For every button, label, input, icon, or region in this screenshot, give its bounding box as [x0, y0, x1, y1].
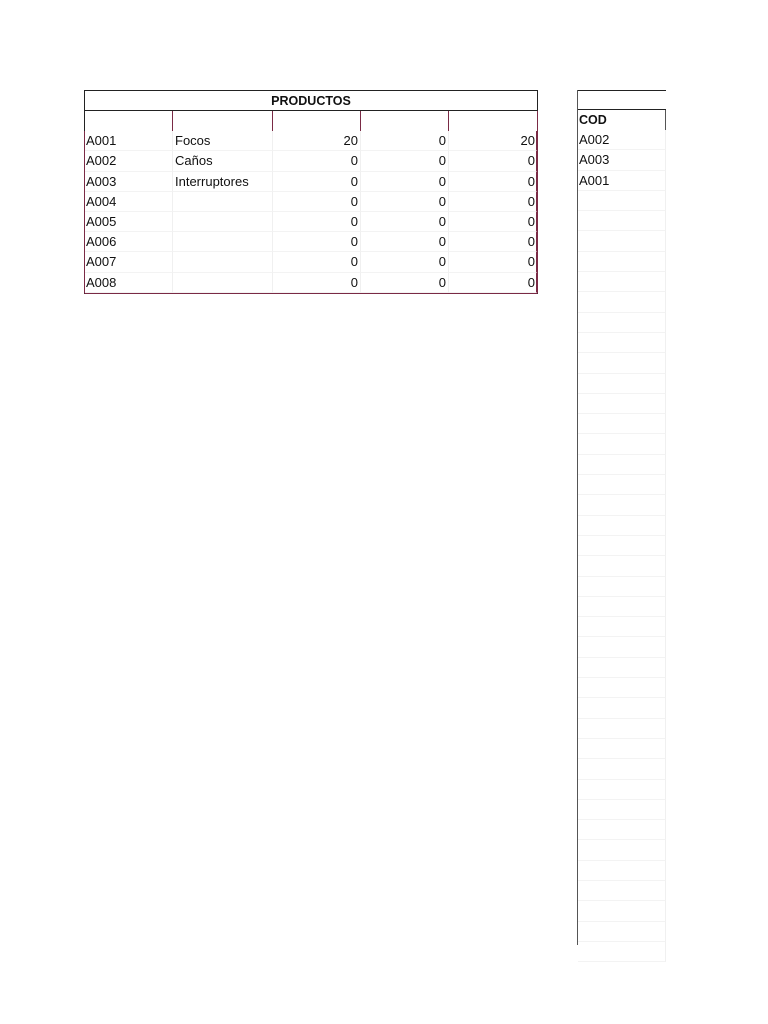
table-row [85, 212, 537, 232]
cod-cell[interactable] [578, 698, 666, 718]
cod-cell[interactable]: A002 [578, 130, 666, 150]
header-cell[interactable] [361, 111, 449, 131]
cod-cell[interactable] [578, 394, 666, 414]
cod-cell[interactable] [578, 191, 666, 211]
value-cell[interactable]: 0 [361, 212, 449, 232]
code-cell[interactable]: A002 [85, 151, 173, 171]
cod-cell[interactable] [578, 455, 666, 475]
products-right-border [537, 111, 538, 293]
value-cell[interactable]: 0 [273, 273, 361, 293]
code-cell[interactable]: A003 [85, 172, 173, 192]
cod-cell[interactable] [578, 678, 666, 698]
value-cell[interactable]: 0 [449, 212, 537, 232]
cod-cell[interactable] [578, 495, 666, 515]
cod-cell[interactable] [578, 881, 666, 901]
products-table [84, 90, 538, 294]
name-cell[interactable]: Focos [173, 131, 273, 151]
code-cell[interactable]: A001 [85, 131, 173, 151]
cod-cell[interactable] [578, 333, 666, 353]
value-cell[interactable]: 0 [273, 232, 361, 252]
value-cell[interactable]: 0 [273, 252, 361, 272]
products-title: PRODUCTOS [85, 91, 537, 111]
table-row [85, 252, 537, 272]
code-cell[interactable]: A006 [85, 232, 173, 252]
cod-cell[interactable] [578, 800, 666, 820]
value-cell[interactable]: 0 [273, 212, 361, 232]
cod-cell[interactable] [578, 516, 666, 536]
cod-cell[interactable]: A003 [578, 150, 666, 170]
name-cell[interactable] [173, 273, 273, 293]
cod-table [577, 90, 666, 945]
value-cell[interactable]: 0 [361, 172, 449, 192]
cod-header[interactable]: COD [578, 110, 666, 130]
cod-cell[interactable] [578, 475, 666, 495]
cod-cell[interactable] [578, 922, 666, 942]
code-cell[interactable]: A005 [85, 212, 173, 232]
value-cell[interactable]: 20 [273, 131, 361, 151]
code-cell[interactable]: A008 [85, 273, 173, 293]
cod-cell[interactable] [578, 861, 666, 881]
cod-cell[interactable] [578, 252, 666, 272]
cod-table-top-border [578, 90, 666, 110]
products-header-row [85, 111, 537, 131]
products-left-border [84, 131, 85, 293]
cod-rows [578, 130, 666, 962]
header-cell[interactable] [449, 111, 537, 131]
value-cell[interactable]: 0 [273, 151, 361, 171]
cod-cell[interactable] [578, 617, 666, 637]
table-row [85, 192, 537, 212]
value-cell[interactable]: 0 [449, 151, 537, 171]
value-cell[interactable]: 0 [449, 252, 537, 272]
cod-cell[interactable] [578, 434, 666, 454]
cod-cell[interactable] [578, 759, 666, 779]
value-cell[interactable]: 0 [449, 273, 537, 293]
name-cell[interactable] [173, 212, 273, 232]
cod-cell[interactable] [578, 374, 666, 394]
header-cell[interactable] [85, 111, 173, 131]
table-row [85, 151, 537, 171]
cod-cell[interactable] [578, 719, 666, 739]
value-cell[interactable]: 0 [361, 252, 449, 272]
name-cell[interactable] [173, 232, 273, 252]
name-cell[interactable] [173, 192, 273, 212]
cod-cell[interactable] [578, 313, 666, 333]
cod-cell[interactable] [578, 211, 666, 231]
cod-cell[interactable] [578, 292, 666, 312]
value-cell[interactable]: 0 [273, 172, 361, 192]
value-cell[interactable]: 20 [449, 131, 537, 151]
cod-cell[interactable] [578, 840, 666, 860]
cod-cell[interactable] [578, 820, 666, 840]
value-cell[interactable]: 0 [449, 232, 537, 252]
cod-cell[interactable] [578, 577, 666, 597]
value-cell[interactable]: 0 [361, 273, 449, 293]
code-cell[interactable]: A007 [85, 252, 173, 272]
code-cell[interactable]: A004 [85, 192, 173, 212]
cod-cell[interactable] [578, 414, 666, 434]
value-cell[interactable]: 0 [361, 192, 449, 212]
cod-cell[interactable] [578, 637, 666, 657]
table-row [85, 131, 537, 151]
cod-cell[interactable] [578, 597, 666, 617]
table-row [85, 172, 537, 192]
value-cell[interactable]: 0 [449, 192, 537, 212]
cod-cell[interactable]: A001 [578, 171, 666, 191]
value-cell[interactable]: 0 [361, 232, 449, 252]
cod-cell[interactable] [578, 739, 666, 759]
name-cell[interactable]: Caños [173, 151, 273, 171]
cod-cell[interactable] [578, 901, 666, 921]
value-cell[interactable]: 0 [361, 131, 449, 151]
cod-cell[interactable] [578, 353, 666, 373]
table-row [85, 273, 537, 293]
cod-cell[interactable] [578, 536, 666, 556]
cod-cell[interactable] [578, 658, 666, 678]
table-row [85, 232, 537, 252]
header-cell[interactable] [173, 111, 273, 131]
cod-cell[interactable] [578, 942, 666, 962]
cod-cell[interactable] [578, 272, 666, 292]
cod-cell[interactable] [578, 780, 666, 800]
value-cell[interactable]: 0 [449, 172, 537, 192]
cod-cell[interactable] [578, 231, 666, 251]
value-cell[interactable]: 0 [273, 192, 361, 212]
header-cell[interactable] [273, 111, 361, 131]
name-cell[interactable]: Interruptores [173, 172, 273, 192]
name-cell[interactable] [173, 252, 273, 272]
cod-cell[interactable] [578, 556, 666, 576]
value-cell[interactable]: 0 [361, 151, 449, 171]
